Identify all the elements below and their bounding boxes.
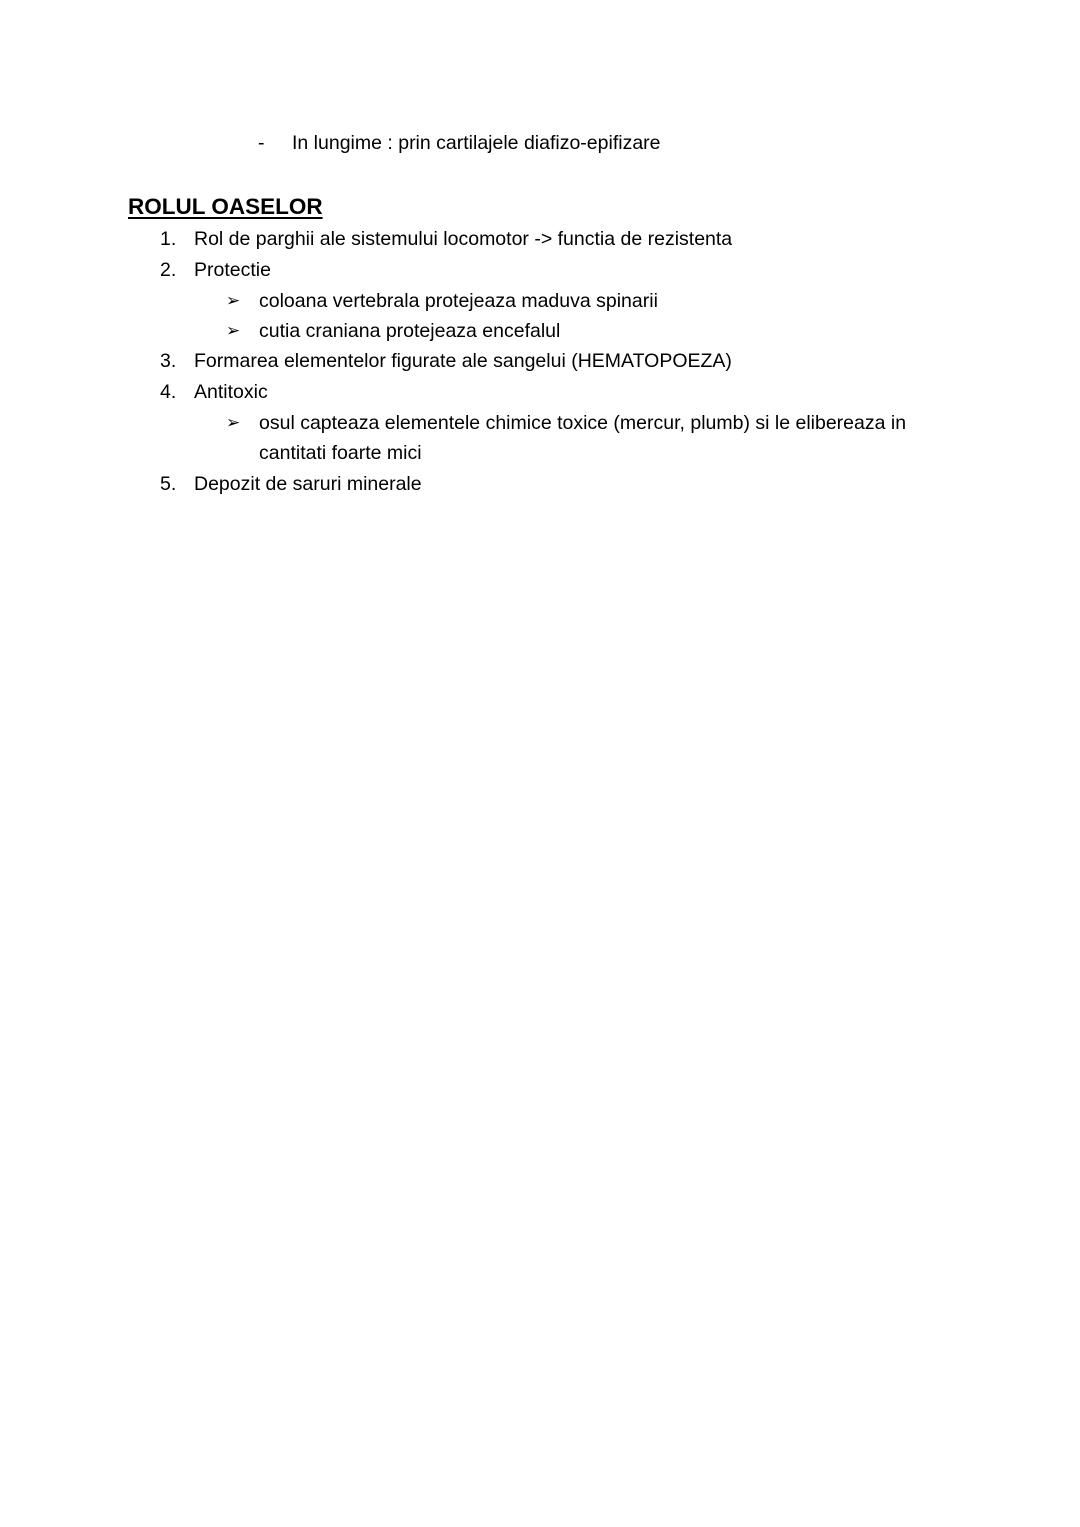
arrow-bullet-icon: ➢: [226, 291, 241, 310]
list-item-text: Depozit de saruri minerale: [194, 473, 422, 495]
arrow-bullet-icon: ➢: [226, 413, 241, 432]
continued-item-text: In lungime : prin cartilajele diafizo-epifizare: [292, 132, 661, 154]
list-number: 4.: [160, 381, 177, 403]
list-item-text: Rol de parghii ale sistemului locomotor -> functia de rezistenta: [194, 228, 733, 250]
sub-bullet-text-continued: cantitati foarte mici: [259, 442, 422, 464]
sub-bullet-text: osul capteaza elementele chimice toxice (mercur, plumb) si le elibereaza in: [259, 412, 907, 434]
arrow-bullet-icon: ➢: [226, 321, 241, 340]
list-number: 2.: [160, 259, 177, 281]
sub-bullet-text: coloana vertebrala protejeaza maduva spinarii: [259, 290, 658, 312]
list-number: 5.: [160, 473, 177, 495]
list-item-text: Antitoxic: [194, 381, 268, 403]
list-item-text: Protectie: [194, 259, 271, 281]
dash-bullet: -: [258, 132, 265, 154]
list-number: 1.: [160, 228, 177, 250]
sub-bullet-text: cutia craniana protejeaza encefalul: [259, 320, 561, 342]
list-item-text: Formarea elementelor figurate ale sangelui (HEMATOPOEZA): [194, 350, 732, 372]
section-heading: ROLUL OASELOR: [128, 194, 323, 219]
list-number: 3.: [160, 350, 177, 372]
